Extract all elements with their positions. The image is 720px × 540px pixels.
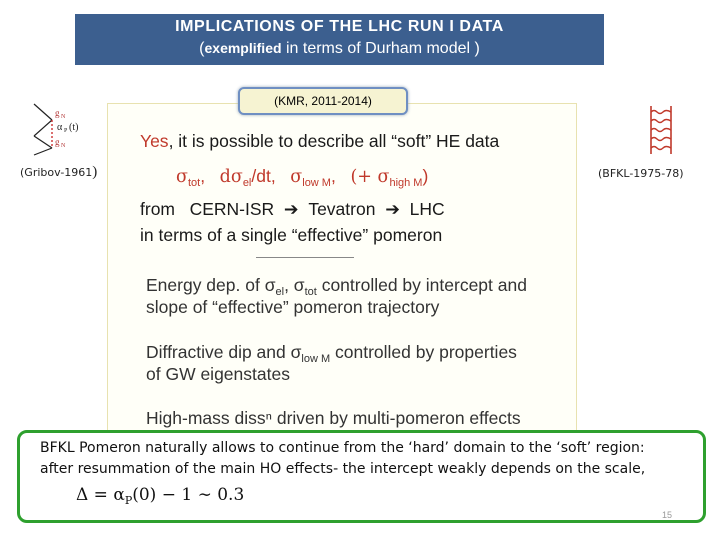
bfkl-ladder-diagram	[644, 104, 678, 156]
sigma-tot-sub: tot	[187, 177, 201, 189]
lhc-label: LHC	[409, 199, 445, 219]
yes-word: Yes	[140, 131, 169, 151]
diagram-label-n1: N	[61, 114, 66, 120]
title-paren: (	[199, 40, 205, 57]
bfkl-note-line-1: BFKL Pomeron naturally allows to continue from the ‘hard’ domain to the ‘soft’ region:	[40, 440, 645, 456]
arrow-icon: ➔	[385, 199, 400, 219]
plus-sigma-high: (+ σ	[350, 167, 390, 187]
from-word: from	[140, 199, 175, 219]
para1-el-sub: el	[275, 286, 285, 298]
sigma-low-sub: low M	[302, 177, 331, 189]
separator-line	[256, 257, 354, 258]
para2-b: controlled by properties	[330, 342, 517, 362]
slide-line-pomeron: in terms of a single “effective” pomeron	[140, 225, 443, 245]
slide-line-energy-range	[140, 199, 445, 220]
formula-sub: P	[124, 494, 133, 507]
close-paren: )	[422, 166, 429, 186]
diagram-label-g2: g	[55, 137, 60, 147]
page-number: 15	[662, 510, 673, 520]
formula-b: (0) − 1 ∼ 0.3	[132, 485, 245, 505]
embedded-slide-frame	[107, 103, 577, 440]
intercept-formula	[76, 485, 244, 507]
para2-low-sub: low M	[301, 353, 331, 365]
title-bold-word: exemplified	[204, 40, 282, 56]
bfkl-citation: (BFKL-1975-78)	[598, 167, 684, 180]
para2-a: Diffractive dip and σ	[146, 342, 302, 362]
diagram-label-alpha: α	[57, 122, 63, 133]
para1-a: Energy dep. of σ	[146, 275, 276, 295]
title-banner	[75, 14, 604, 65]
para1-line1	[146, 275, 527, 298]
sigma-low-symbol: σ	[290, 167, 303, 187]
sigma-tot-symbol: σ	[176, 167, 188, 187]
isr-label: CERN-ISR	[189, 199, 275, 219]
title-line-2	[75, 40, 604, 58]
para2-line2: of GW eigenstates	[146, 364, 290, 384]
title-rest: in terms of Durham model )	[281, 40, 480, 57]
gribov-citation	[20, 164, 97, 181]
tevatron-label: Tevatron	[308, 199, 376, 219]
arrow-icon: ➔	[283, 199, 299, 219]
para3-line: High-mass dissⁿ driven by multi-pomeron effects	[146, 408, 521, 428]
bfkl-note-box	[17, 430, 706, 523]
diagram-label-n2: N	[61, 143, 66, 149]
diagram-label-t: (t)	[69, 122, 79, 133]
dsigma-symbol: dσ	[219, 167, 243, 187]
bfkl-note-line-2: after resummation of the main HO effects- the intercept weakly depends on the scale,	[40, 461, 646, 477]
para1-b: , σ	[284, 275, 305, 295]
yes-rest: , it is possible to describe all “soft” HE data	[168, 131, 500, 151]
gribov-text: (Gribov-1961	[20, 166, 93, 179]
comma-1: ,	[200, 166, 206, 186]
diagram-label-g1: g	[55, 108, 60, 118]
comma-2: ,	[330, 166, 336, 186]
diagram-label-p: P	[64, 128, 68, 134]
kmr-label: (KMR, 2011-2014)	[238, 87, 408, 115]
sigma-high-sub: high M	[389, 177, 423, 189]
gribov-paren: )	[92, 164, 98, 180]
dt-text: /dt,	[251, 166, 276, 186]
title-line-1: IMPLICATIONS OF THE LHC RUN I DATA	[175, 18, 504, 35]
slide-line-observables	[176, 166, 428, 189]
slide-line-yes	[140, 131, 499, 152]
para2-line1	[146, 342, 517, 365]
para1-c: controlled by intercept and	[316, 275, 527, 295]
dsigma-sub: el	[242, 177, 252, 189]
regge-exchange-diagram	[30, 100, 100, 156]
para1-tot-sub: tot	[304, 286, 317, 298]
formula-a: Δ = α	[76, 485, 125, 505]
para1-line2: slope of “effective” pomeron trajectory	[146, 297, 440, 317]
